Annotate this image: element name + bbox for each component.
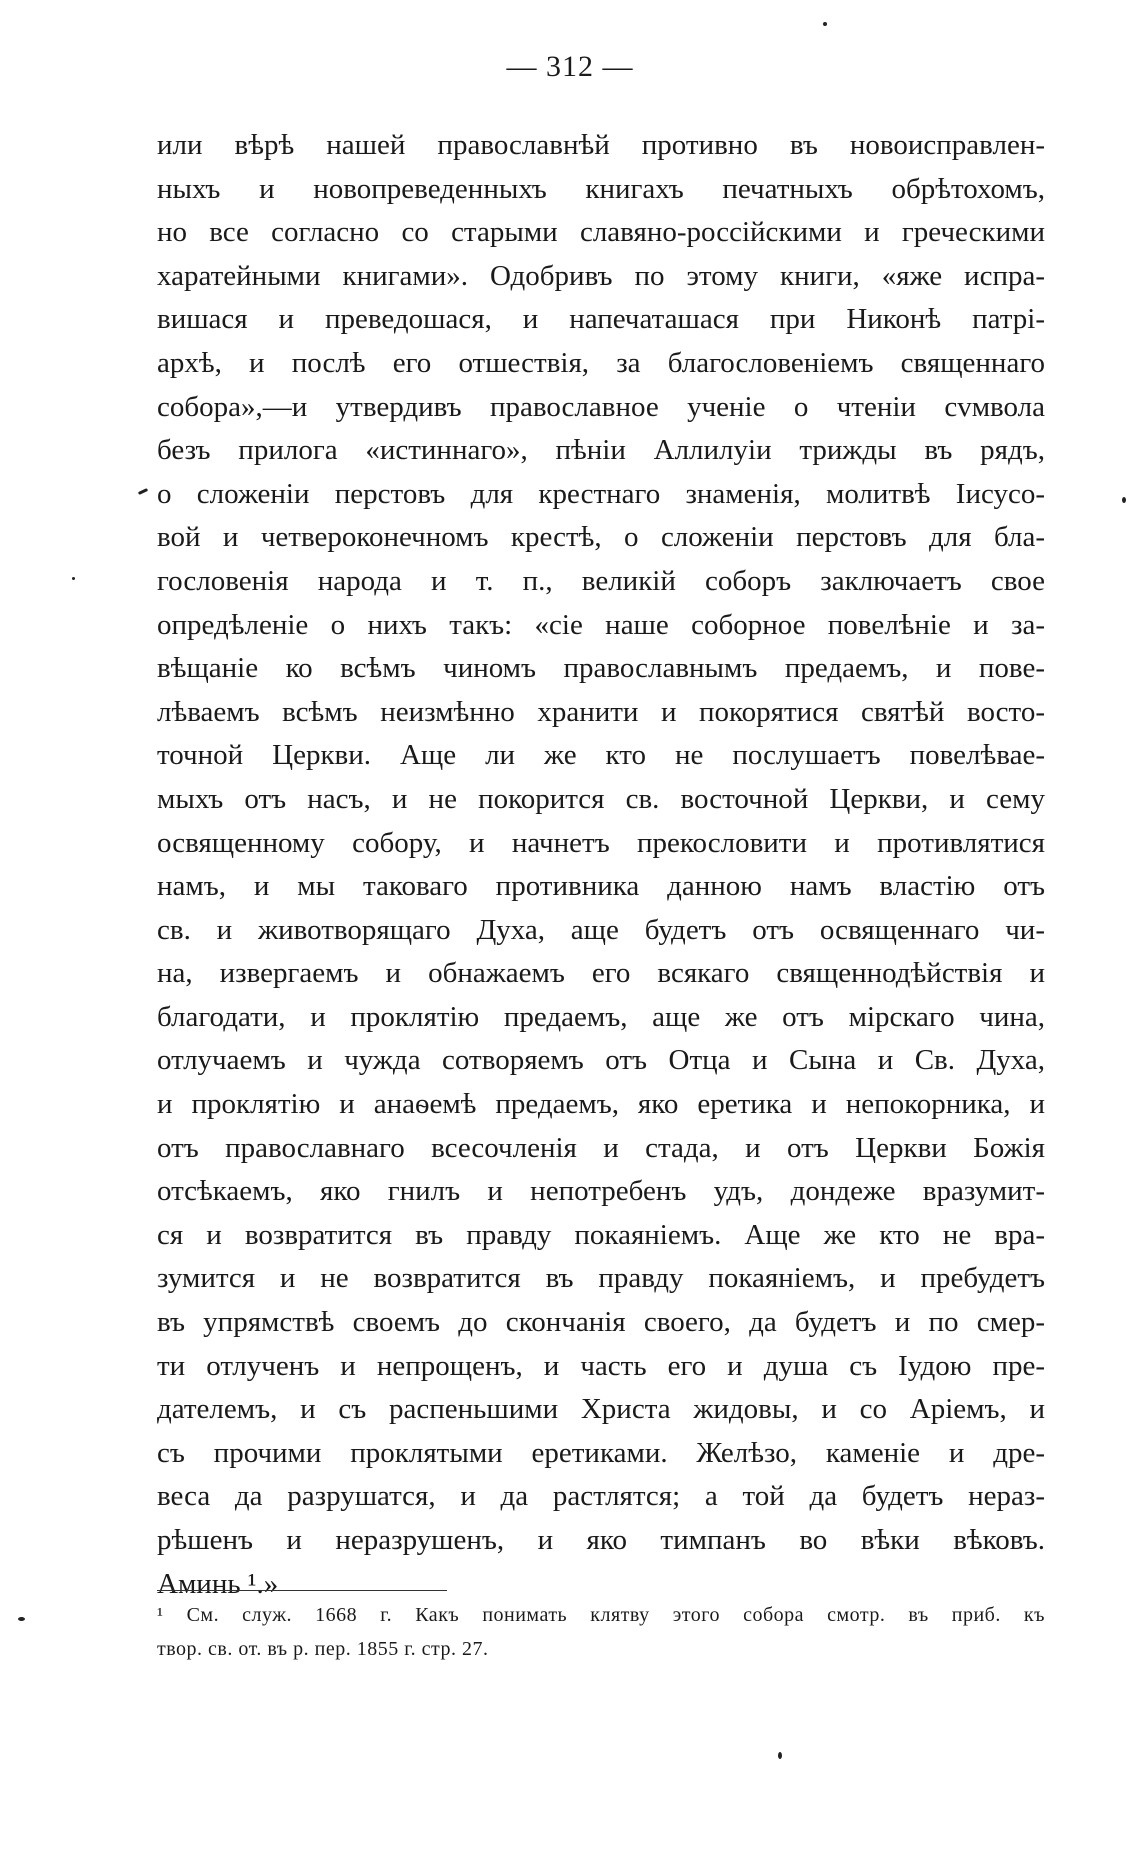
text-line: освященному собору, и начнетъ прекословити и противлятися <box>157 826 1045 859</box>
text-line: харатейными книгами». Одобривъ по этому книги, «яже испра- <box>157 259 1045 292</box>
text-line: отъ православнаго всесочленія и стада, и отъ Церкви Божія <box>157 1131 1045 1164</box>
text-line: отлучаемъ и чужда сотворяемъ отъ Отца и Сына и Св. Духа, <box>157 1044 1045 1077</box>
text-line: въ упрямствѣ своемъ до скончанія своего, да будетъ и по смер- <box>157 1306 1045 1339</box>
text-line: зумится и не возвратится въ правду покаяніемъ, и пребудетъ <box>157 1262 1045 1295</box>
text-line: о сложеніи перстовъ для крестнаго знаменія, молитвѣ Іисусо- <box>157 477 1045 510</box>
text-line: благодати, и проклятію предаемъ, аще же отъ мірскаго чина, <box>157 1000 1045 1033</box>
text-line: на, извергаемъ и обнажаемъ его всякаго священнодѣйствія и <box>157 957 1045 990</box>
text-line: отсѣкаемъ, яко гнилъ и непотребенъ удъ, дондеже вразумит- <box>157 1175 1045 1208</box>
text-line: рѣшенъ и неразрушенъ, и яко тимпанъ во вѣки вѣковъ. <box>157 1524 1045 1556</box>
text-line: точной Церкви. Аще ли же кто не послушаетъ повелѣвае- <box>157 739 1045 772</box>
text-line: гословенія народа и т. п., великій соборъ заключаетъ свое <box>157 564 1045 597</box>
scan-speck <box>18 1617 25 1621</box>
text-line: ти отлученъ и непрощенъ, и часть его и душа съ Іудою пре- <box>157 1349 1045 1382</box>
text-line: вѣщаніе ко всѣмъ чиномъ православнымъ предаемъ, и пове- <box>157 652 1045 685</box>
page-number: — 312 — <box>506 50 634 83</box>
text-line: вой и четвероконечномъ крестѣ, о сложеніи перстовъ для бла- <box>157 521 1045 554</box>
text-line: мыхъ отъ насъ, и не покорится св. восточной Церкви, и сему <box>157 782 1045 815</box>
footnote <box>157 1598 1045 1666</box>
scan-speck <box>778 1752 782 1759</box>
text-line: или вѣрѣ нашей православнѣй противно въ новоисправлен- <box>157 129 1045 161</box>
text-line: намъ, и мы таковаго противника данною намъ властію отъ <box>157 870 1045 903</box>
text-line: опредѣленіе о нихъ такъ: «сіе наше соборное повелѣніе и за- <box>157 608 1045 641</box>
text-line: архѣ, и послѣ его отшествія, за благословеніемъ священнаго <box>157 346 1045 379</box>
text-line: съ прочими проклятыми еретиками. Желѣзо, каменіе и дре- <box>157 1436 1045 1469</box>
text-line: безъ прилога «истиннаго», пѣніи Аллилуіи трижды въ рядъ, <box>157 434 1045 467</box>
text-line: св. и животворящаго Духа, аще будетъ отъ освященнаго чи- <box>157 913 1045 946</box>
text-line: ся и возвратится въ правду покаяніемъ. Аще же кто не вра- <box>157 1218 1045 1251</box>
footnote-line: ¹ См. служ. 1668 г. Какъ понимать клятву этого собора смотр. въ приб. къ <box>157 1604 1045 1626</box>
body-text <box>157 124 1045 1606</box>
text-line: но все согласно со старыми славяно-россійскими и греческими <box>157 216 1045 249</box>
text-line-last: Аминь ¹.» <box>157 1567 279 1600</box>
scan-speck <box>72 577 75 580</box>
text-line: лѣваемъ всѣмъ неизмѣнно хранити и покорятися святѣй восто- <box>157 695 1045 728</box>
text-line: дателемъ, и съ распеньшими Христа жидовы, и со Аріемъ, и <box>157 1393 1045 1426</box>
text-line: веса да разрушатся, и да растлятся; а той да будетъ нераз- <box>157 1480 1045 1513</box>
footnote-line-last: твор. св. от. въ р. пер. 1855 г. стр. 27. <box>157 1638 489 1660</box>
text-line: собора»,—и утвердивъ православное ученіе о чтеніи сvмвола <box>157 390 1045 423</box>
footnote-divider <box>157 1590 447 1591</box>
scan-speck <box>138 488 148 495</box>
text-line: и проклятію и анаѳемѣ предаемъ, яко еретика и непокорника, и <box>157 1088 1045 1121</box>
text-line: вишася и преведошася, и напечаташася при Никонѣ патрі- <box>157 303 1045 336</box>
text-line: ныхъ и новопреведенныхъ книгахъ печатныхъ обрѣтохомъ, <box>157 172 1045 205</box>
scan-speck <box>823 22 827 26</box>
scan-speck <box>1122 497 1126 503</box>
